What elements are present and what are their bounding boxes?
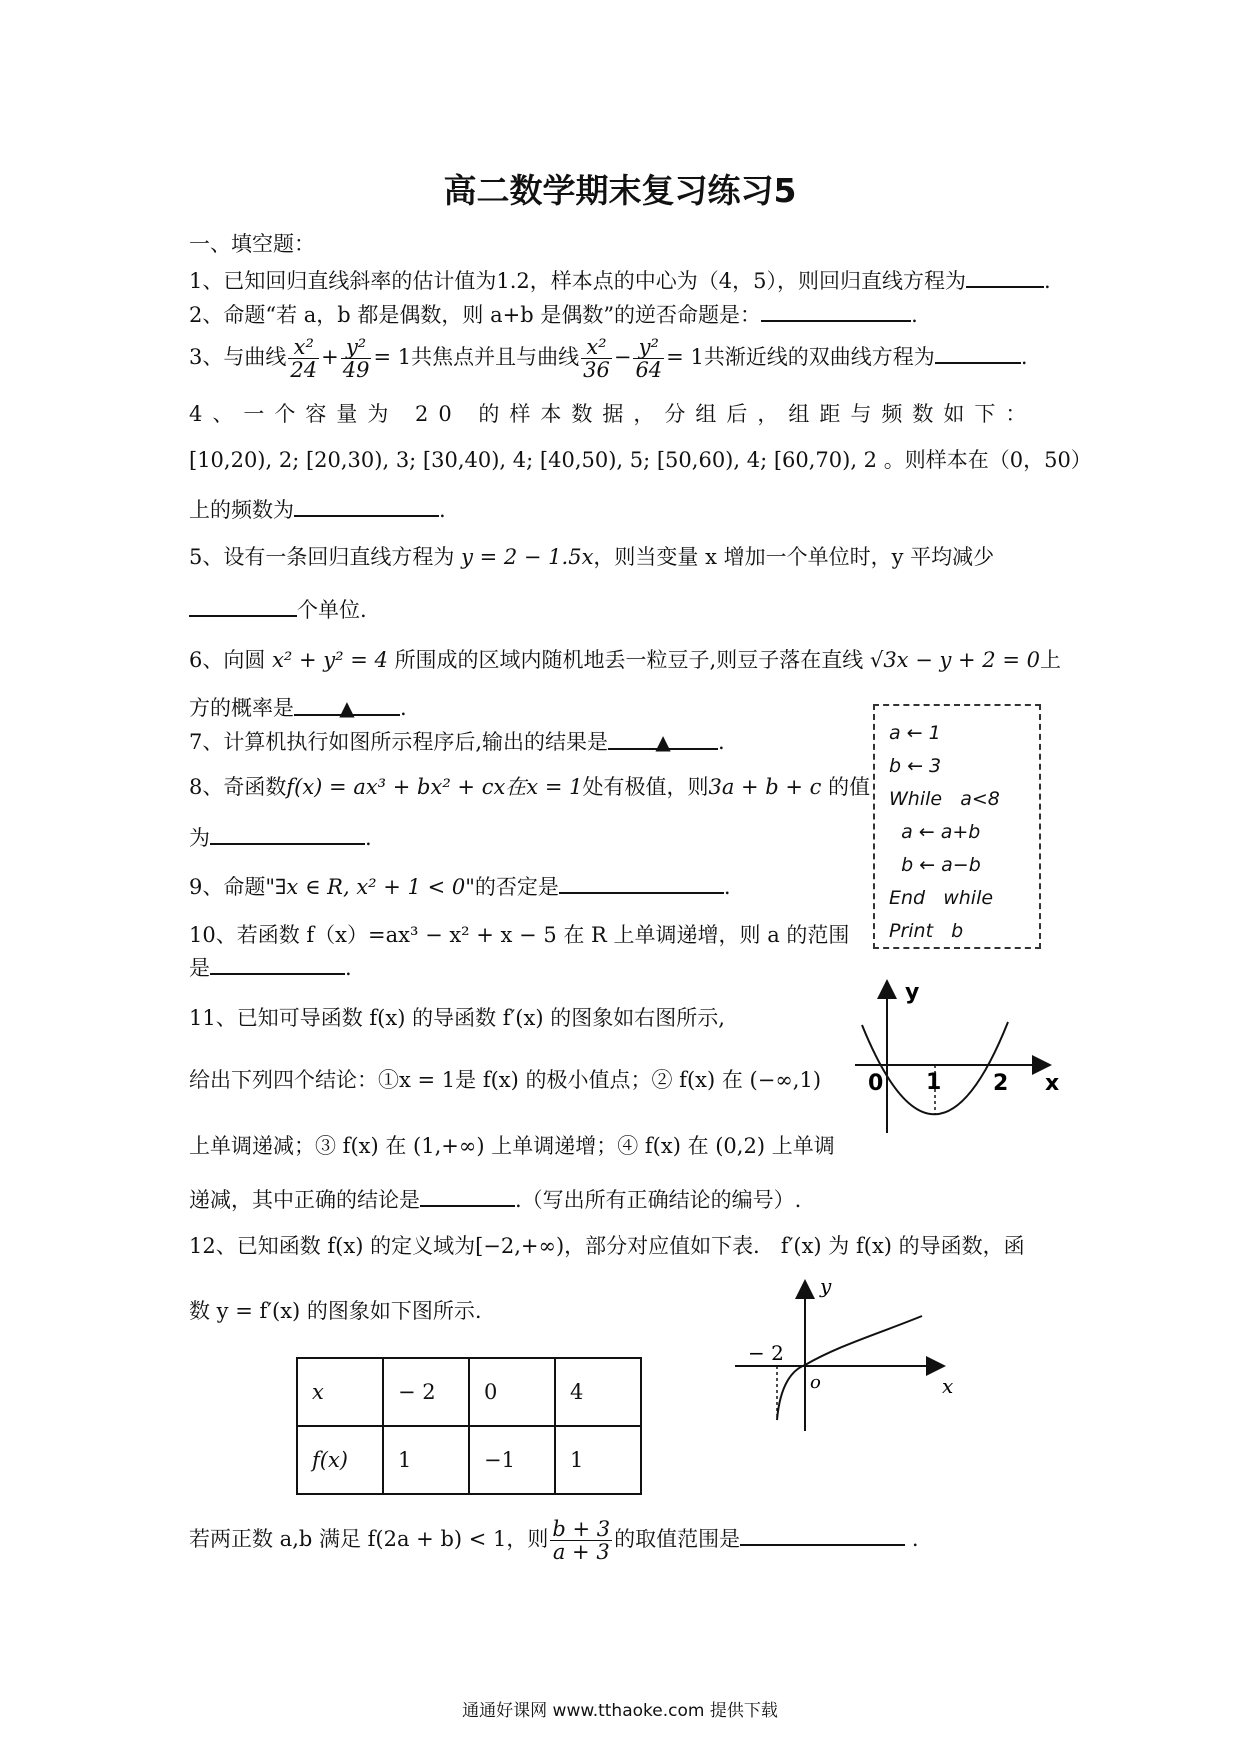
question-5-line-1: 5、设有一条回归直线方程为 y = 2 − 1.5x，则当变量 x 增加一个单位时，y 平均减少 <box>189 545 995 569</box>
table-row <box>297 1358 641 1426</box>
parabola-curve <box>862 1022 1008 1114</box>
program-box <box>873 704 1041 949</box>
answer-blank[interactable] <box>608 728 718 754</box>
value-table <box>296 1357 642 1495</box>
tick-label-1: 1 <box>926 1070 942 1095</box>
question-7: 7、计算机执行如图所示程序后,输出的结果是 ▲ . <box>189 730 725 754</box>
question-10-line-1: 10、若函数 f（x）=ax³ − x² + x − 5 在 R 上单调递增，则 a 的范围 <box>189 923 850 947</box>
question-11-line-2: 给出下列四个结论：①x = 1是 f(x) 的极小值点；② f(x) 在 (−∞,1) <box>189 1068 822 1092</box>
tick-label-neg2: − 2 <box>748 1341 784 1365</box>
question-1: 1、已知回归直线斜率的估计值为1.2，样本点的中心为（4，5），则回归直线方程为 . <box>189 266 1051 295</box>
table-cell: x <box>297 1358 383 1426</box>
page-footer: 通通好课网 www.tthaoke.com 提供下载 <box>462 1701 778 1721</box>
program-line: b ← 3 <box>889 755 942 777</box>
curve <box>777 1316 922 1420</box>
origin-label: 0 <box>868 1071 884 1096</box>
fraction: $\frac{\text{x²}}{36}$ <box>583 335 610 382</box>
question-2: 2、命题“若 a，b 都是偶数，则 a+b 是偶数”的逆否命题是： . <box>189 300 918 329</box>
program-line: While a<8 <box>889 788 1000 810</box>
answer-blank[interactable] <box>420 1185 515 1207</box>
answer-blank[interactable] <box>189 595 297 617</box>
program-line: End while <box>889 887 994 909</box>
question-4-line-3: 上的频数为 . <box>189 495 446 524</box>
origin-label: o <box>810 1372 821 1393</box>
y-label: y <box>905 980 920 1005</box>
derivative-graph <box>850 975 1060 1135</box>
question-12-line-2: 数 y = f′(x) 的图象如下图所示. <box>189 1299 482 1323</box>
question-9: 9、命题"∃x ∈ R, x² + 1 < 0"的否定是 . <box>189 872 731 901</box>
table-cell: 4 <box>555 1358 641 1426</box>
program-line: a ← a+b <box>889 821 981 843</box>
x-label: x <box>942 1374 954 1398</box>
answer-blank[interactable] <box>935 342 1021 364</box>
table-cell: 1 <box>555 1426 641 1494</box>
program-line: Print b <box>889 920 964 942</box>
table-cell: f(x) <box>297 1426 383 1494</box>
y-label: y <box>820 1275 832 1298</box>
table-cell: −1 <box>469 1426 555 1494</box>
derivative-graph-2 <box>730 1275 965 1435</box>
section-heading: 一、填空题： <box>189 232 315 256</box>
answer-blank[interactable] <box>966 266 1044 288</box>
program-line: a ← 1 <box>889 722 941 744</box>
answer-blank[interactable] <box>294 694 400 720</box>
page-title: 高二数学期末复习练习5 <box>443 171 797 210</box>
question-5-line-2: 个单位. <box>189 595 367 624</box>
question-6-line-1: 6、向圆 x² + y² = 4 所围成的区域内随机地丢一粒豆子,则豆子落在直线 √3x − y + 2 = 0上 <box>189 648 1061 672</box>
question-3: 3、与曲线 $\frac{\text{x²}}{24}$ + $\frac{\text{y²}}{49}$ = 1共焦点并且与曲线 $\frac{\text{x²}}{36}$ − $\frac{\text{y²}}{64}$ = 1共渐近线的双曲线方程为 . <box>189 335 1028 382</box>
question-8-line-1: 8、奇函数f(x) = ax³ + bx² + cx在x = 1处有极值，则3a + b + c 的值 <box>189 775 871 799</box>
question-4-line-2: [10,20), 2; [20,30), 3; [30,40), 4; [40,50), 5; [50,60), 4; [60,70), 2 。则样本在（0，50） <box>189 448 1092 472</box>
question-12-line-1: 12、已知函数 f(x) 的定义域为[−2,+∞)，部分对应值如下表． f′(x) 为 f(x) 的导函数，函 <box>189 1234 1025 1258</box>
triangle-mark: ▲ <box>655 730 671 754</box>
question-11-line-4: 递减，其中正确的结论是 .（写出所有正确结论的编号）. <box>189 1185 801 1214</box>
program-line: b ← a−b <box>889 854 981 876</box>
question-4-line-1: 4、一个容量为 20 的样本数据，分组后，组距与频数如下： <box>189 402 1037 426</box>
x-label: x <box>1045 1071 1060 1096</box>
table-cell: − 2 <box>383 1358 469 1426</box>
answer-blank[interactable] <box>210 953 345 975</box>
question-6-line-2: 方的概率是 ▲ . <box>189 696 407 720</box>
fraction: $\frac{\text{y²}}{49}$ <box>342 335 370 382</box>
fraction: $\frac{b + 3}{a + 3}$ <box>552 1517 611 1564</box>
question-11-line-3: 上单调递减；③ f(x) 在 (1,+∞) 上单调递增；④ f(x) 在 (0,2) 上单调 <box>189 1134 835 1158</box>
answer-blank[interactable] <box>210 823 365 845</box>
fraction: $\frac{\text{x²}}{24}$ <box>290 335 318 382</box>
answer-blank[interactable] <box>761 300 911 322</box>
tick-label-2: 2 <box>993 1071 1009 1096</box>
table-row <box>297 1426 641 1494</box>
question-11-line-1: 11、已知可导函数 f(x) 的导函数 f′(x) 的图象如右图所示, <box>189 1006 725 1030</box>
answer-blank[interactable] <box>294 495 439 517</box>
table-cell: 1 <box>383 1426 469 1494</box>
question-8-line-2: 为 . <box>189 823 372 852</box>
answer-blank[interactable] <box>740 1524 905 1546</box>
question-12-last-line: 若两正数 a,b 满足 f(2a + b) < 1，则 $\frac{b + 3}{a + 3}$ 的取值范围是 . <box>189 1517 919 1564</box>
triangle-mark: ▲ <box>339 696 355 720</box>
table-cell: 0 <box>469 1358 555 1426</box>
fraction: $\frac{\text{y²}}{64}$ <box>635 335 663 382</box>
answer-blank[interactable] <box>559 872 724 894</box>
question-10-line-2: 是 . <box>189 953 352 982</box>
